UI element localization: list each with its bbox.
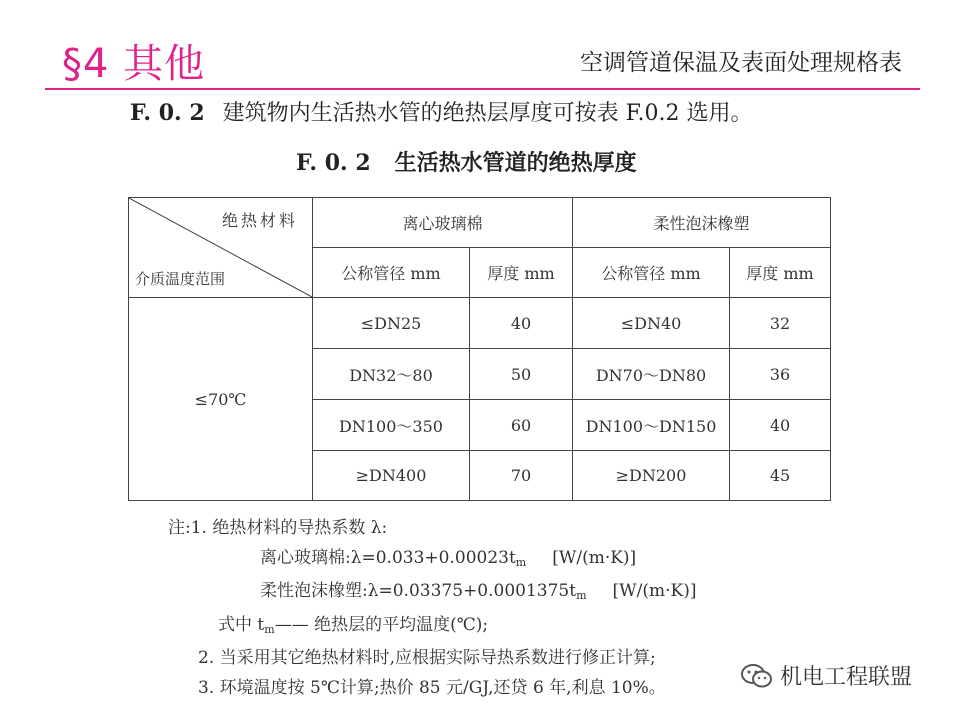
- table-cell: ≥DN400: [313, 451, 470, 501]
- note-3: 3. 环境温度按 5℃计算;热价 85 元/GJ,还贷 6 年,利息 10%。: [198, 677, 666, 698]
- table-cell: DN100～DN150: [573, 400, 730, 451]
- col-header-diameter: 公称管径 mm: [313, 248, 470, 298]
- table-row: [129, 298, 831, 349]
- formula-glass-wool-text: 离心玻璃棉:λ=0.033+0.00023t: [260, 547, 516, 568]
- clause-number: F. 0. 2: [130, 100, 205, 126]
- note-2: 2. 当采用其它绝热材料时,应根据实际导热系数进行修正计算;: [198, 648, 656, 669]
- material-header-rubber-foam: 柔性泡沫橡塑: [573, 198, 831, 248]
- definition-prefix: 式中 t: [218, 614, 265, 635]
- table-cell: DN70～DN80: [573, 349, 730, 400]
- col-header-thickness: 厚度 mm: [730, 248, 831, 298]
- subscript: m: [576, 589, 587, 603]
- col-header-diameter: 公称管径 mm: [573, 248, 730, 298]
- table-cell: 40: [730, 400, 831, 451]
- section-title: §4 其他: [62, 41, 206, 87]
- formula-rubber-foam: [168, 577, 696, 611]
- corner-label-material: 绝热材料: [221, 211, 298, 230]
- table-caption-text: 生活热水管道的绝热厚度: [394, 150, 637, 176]
- table-cell: 50: [470, 349, 573, 400]
- brand-watermark: [740, 660, 912, 691]
- formula-unit: [W/(m·K)]: [612, 581, 697, 602]
- page-title: 空调管道保温及表面处理规格表: [580, 50, 902, 76]
- formula-rubber-foam-text: 柔性泡沫橡塑:λ=0.03375+0.0001375t: [260, 581, 577, 602]
- table-cell: ≤DN40: [573, 298, 730, 349]
- note-1: 注:1. 绝热材料的导热系数 λ:: [168, 518, 388, 538]
- table-corner-cell: [129, 198, 313, 298]
- table-caption: [296, 146, 637, 177]
- table-cell: 70: [470, 451, 573, 501]
- header-divider: [45, 88, 920, 90]
- table-cell: DN100～350: [313, 400, 470, 451]
- table-caption-number: F. 0. 2: [296, 150, 371, 176]
- subscript: m: [264, 622, 275, 636]
- formula-unit: [W/(m·K)]: [552, 547, 637, 568]
- insulation-thickness-table: [128, 197, 831, 501]
- material-header-glass-wool: 离心玻璃棉: [313, 198, 573, 248]
- definition-text: —— 绝热层的平均温度(℃);: [274, 614, 489, 635]
- formula-glass-wool: [168, 544, 696, 578]
- table-cell: 36: [730, 349, 831, 400]
- formula-definition: [168, 611, 696, 645]
- table-cell: 45: [730, 451, 831, 501]
- subscript: m: [515, 555, 527, 569]
- table-cell: DN32～80: [313, 349, 470, 400]
- col-header-thickness: 厚度 mm: [470, 248, 573, 298]
- clause-text: 建筑物内生活热水管的绝热层厚度可按表 F.0.2 选用。: [222, 101, 753, 126]
- table-cell: ≥DN200: [573, 451, 730, 501]
- table-cell: 40: [470, 298, 573, 349]
- temperature-range-cell: ≤70℃: [129, 298, 313, 501]
- clause: [130, 96, 752, 127]
- table-cell: 60: [470, 400, 573, 451]
- brand-name: 机电工程联盟: [780, 665, 913, 690]
- table-cell: ≤DN25: [313, 298, 470, 349]
- table-notes: [168, 514, 696, 704]
- table-cell: 32: [730, 298, 831, 349]
- corner-label-temperature: 介质温度范围: [135, 270, 226, 288]
- wechat-icon: [740, 662, 774, 690]
